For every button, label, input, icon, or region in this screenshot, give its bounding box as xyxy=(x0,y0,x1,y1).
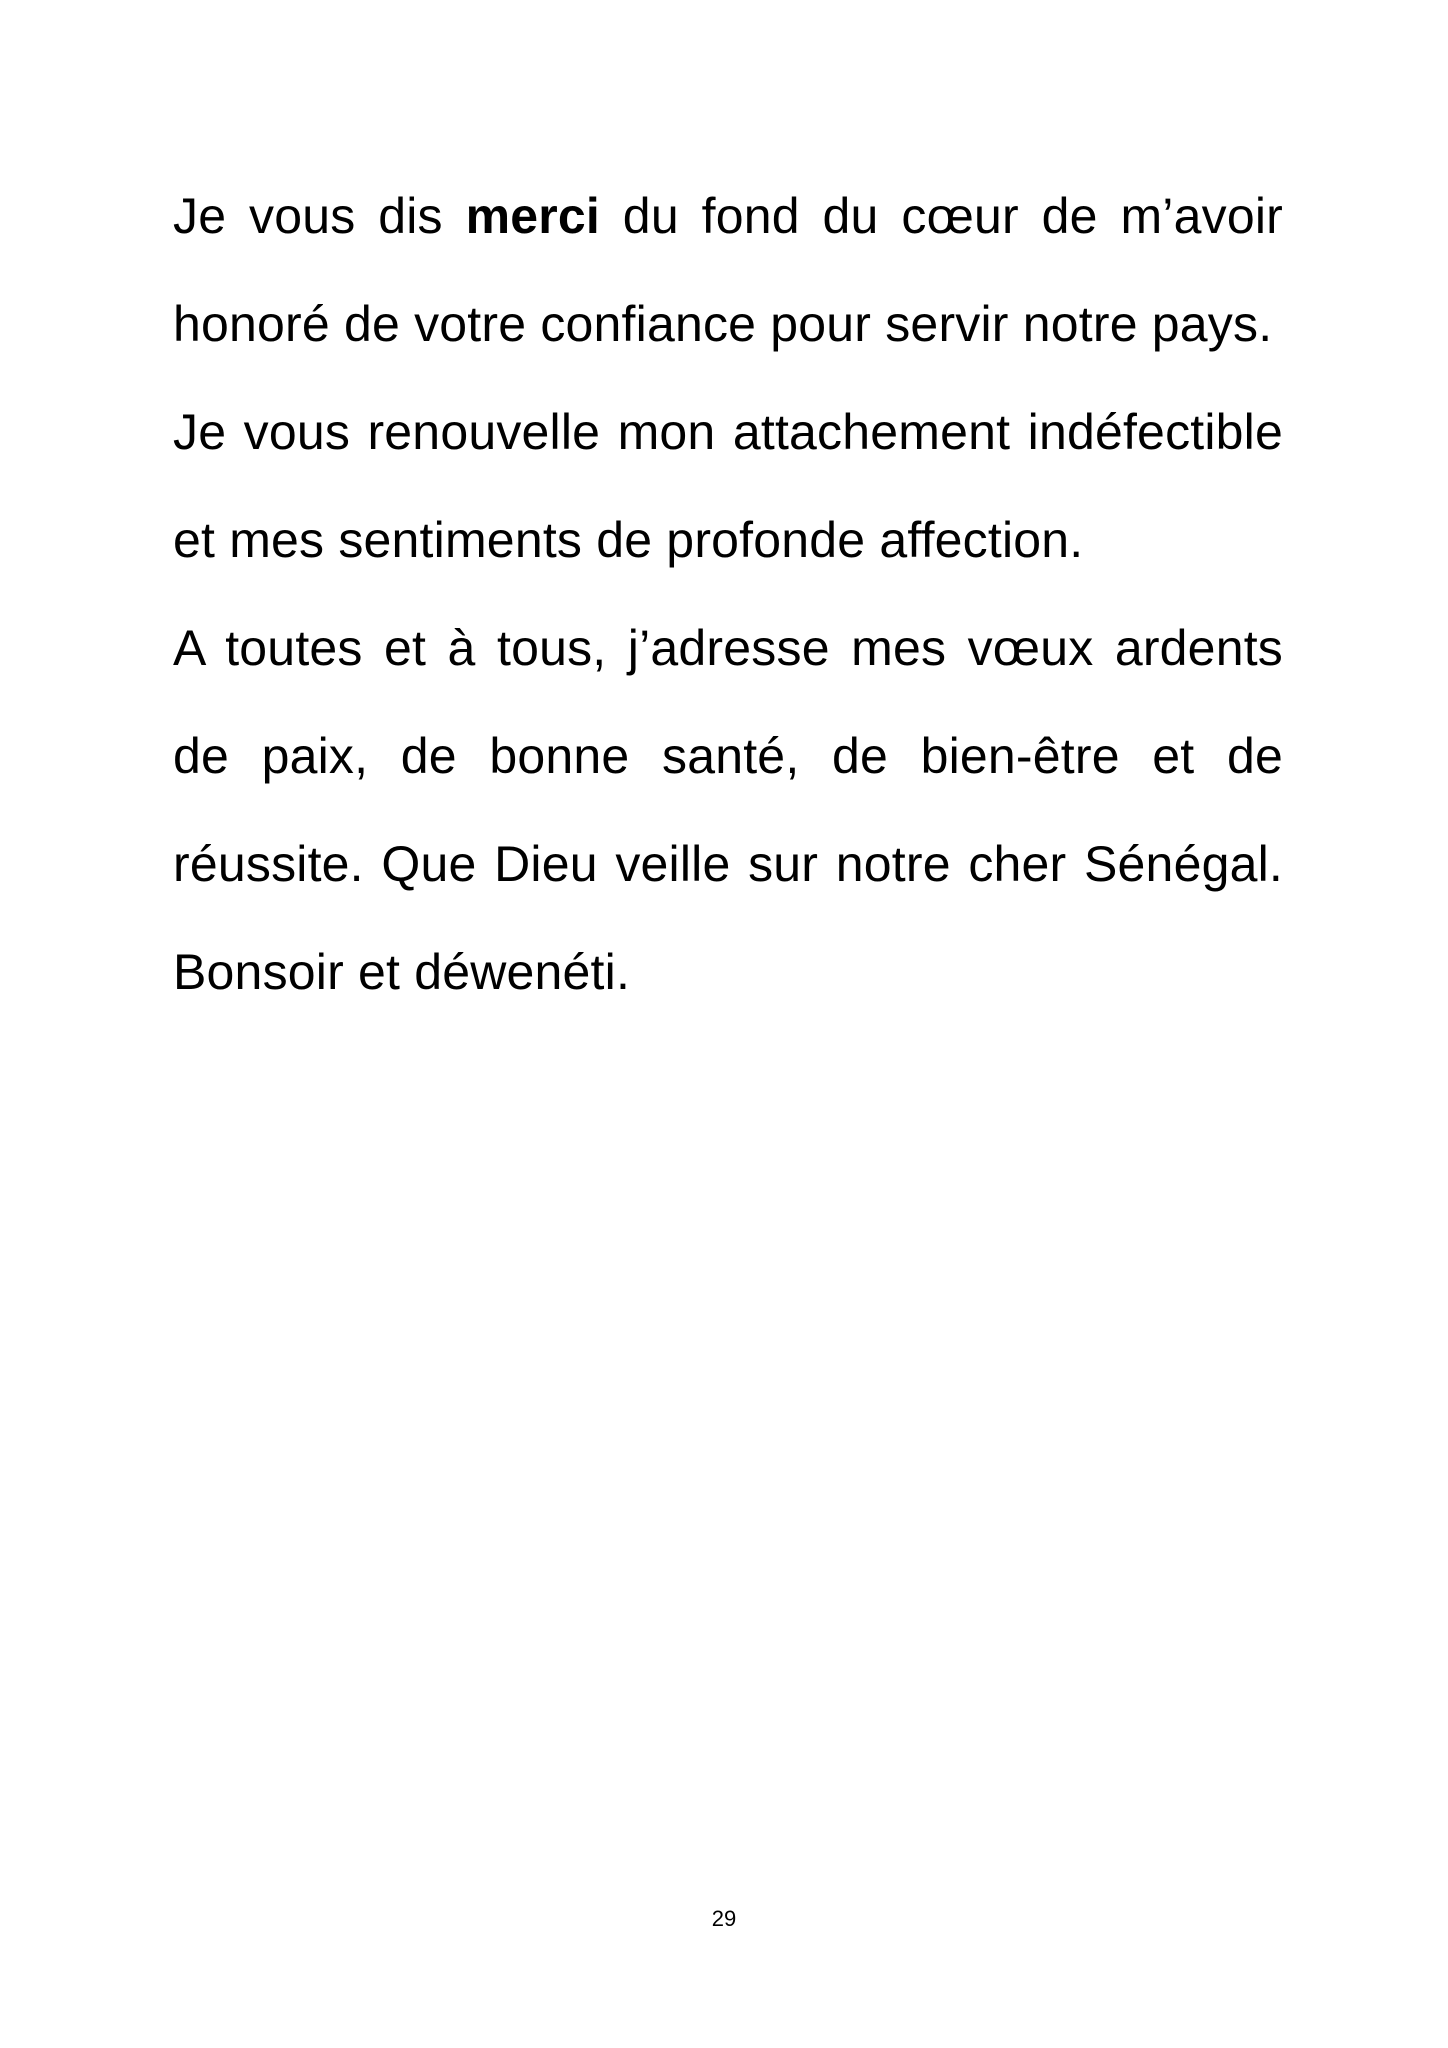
page-number: 29 xyxy=(711,1906,737,1931)
paragraph-thanks xyxy=(173,162,1283,378)
paragraph-attachment: Je vous renouvelle mon attachement indéfectible et mes sentiments de profonde affection. xyxy=(173,404,1283,568)
paragraph-thanks-rest: du fond du cœur de m’avoir honoré de votre confiance pour servir notre pays. xyxy=(173,188,1283,352)
emphasis-merci: merci xyxy=(465,188,600,244)
body-text xyxy=(173,162,1283,1026)
paragraph-thanks-intro: Je vous dis xyxy=(173,188,466,244)
paragraph-wishes: A toutes et à tous, j’adresse mes vœux ardents de paix, de bonne santé, de bien-être et de réussite. Que Dieu veille sur notre cher Sénégal. Bonsoir et déwenéti. xyxy=(173,620,1283,1000)
